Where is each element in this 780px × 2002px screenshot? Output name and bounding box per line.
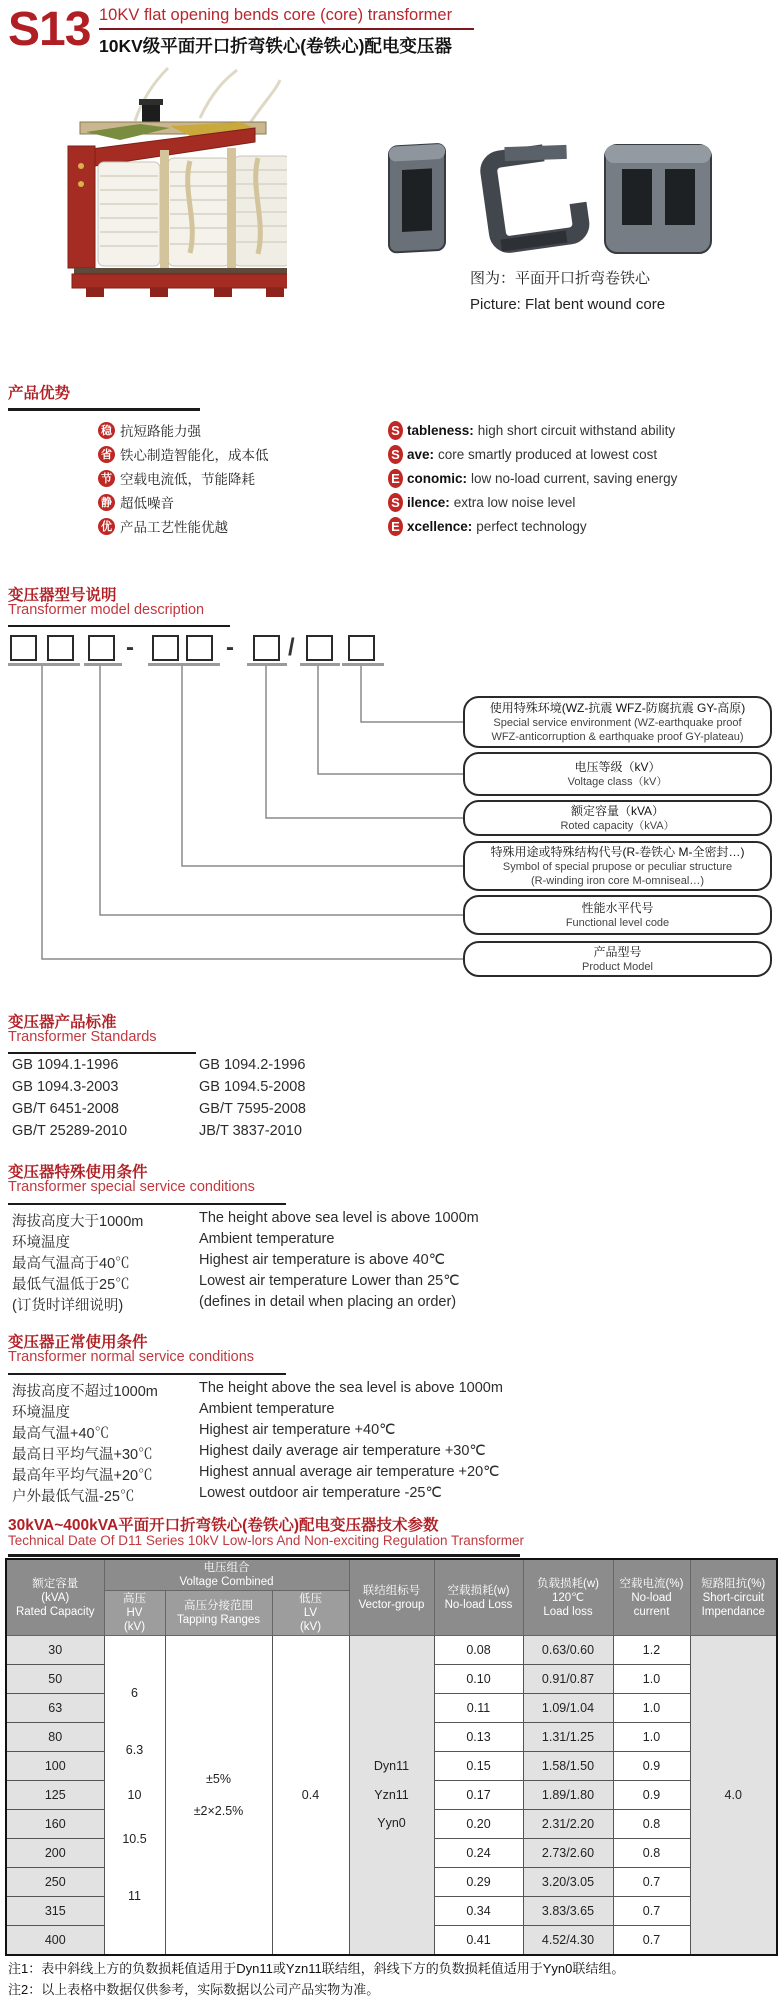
standard-item: GB 1094.2-1996: [199, 1057, 306, 1073]
advantage-en-1: [388, 418, 675, 442]
model-box-1: [10, 635, 37, 661]
col-header-voltage-combined: 电压组合 Voltage Combined: [104, 1559, 349, 1591]
condition-zh: 海拔高度不超过1000m: [12, 1384, 158, 1400]
advantage-badge-icon: 静: [98, 494, 115, 511]
standard-item: GB/T 6451-2008: [12, 1101, 119, 1117]
advantage-term: xcellence:: [407, 518, 473, 534]
cell-no-load-loss: 0.17: [434, 1781, 523, 1810]
cell-load-loss: 0.91/0.87: [523, 1665, 613, 1694]
cell-load-loss: 1.89/1.80: [523, 1781, 613, 1810]
advantage-badge-icon: 省: [98, 446, 115, 463]
standards-heading-en: Transformer Standards: [8, 1029, 157, 1045]
standards-heading-zh: 变压器产品标准: [8, 1014, 117, 1031]
condition-zh: 环境温度: [12, 1405, 70, 1421]
cell-load-loss: 2.31/2.20: [523, 1810, 613, 1839]
cell-no-load-loss: 0.15: [434, 1752, 523, 1781]
advantage-desc: low no-load current, saving energy: [471, 470, 678, 486]
condition-row: [12, 1273, 460, 1294]
model-underbar-1: [8, 663, 80, 666]
special-heading-en: Transformer special service conditions: [8, 1179, 255, 1195]
advantage-term: ave:: [407, 446, 435, 462]
core-closed-ring: [389, 144, 445, 253]
label-line: 额定容量（kVA）: [570, 804, 665, 818]
advantage-en-5: [388, 514, 587, 538]
special-conditions-section: [0, 1160, 780, 1325]
advantages-section: [0, 378, 780, 548]
model-underbar-5: [300, 663, 340, 666]
model-label-product-model: [463, 941, 772, 977]
advantage-letter-icon: S: [388, 421, 403, 440]
normal-heading-zh: 变压器正常使用条件: [8, 1334, 148, 1351]
model-underbar-4: [247, 663, 287, 666]
cell-no-load-current: 1.0: [613, 1665, 690, 1694]
advantage-zh-2: [98, 442, 269, 466]
condition-row: [12, 1294, 456, 1315]
model-box-5: [186, 635, 213, 661]
condition-en: (defines in detail when placing an order): [199, 1294, 457, 1310]
cell-capacity: 30: [6, 1636, 104, 1665]
cell-no-load-loss: 0.10: [434, 1665, 523, 1694]
condition-en: Highest air temperature +40℃: [199, 1422, 396, 1438]
advantages-heading: 产品优势: [8, 385, 71, 402]
condition-row: [12, 1401, 334, 1422]
table-title-zh: 30kVA~400kVA平面开口折弯铁心(卷铁心)配电变压器技术参数: [8, 1517, 439, 1534]
normal-conditions-section: [0, 1330, 780, 1512]
advantage-text: 铁心制造智能化，成本低: [120, 448, 269, 463]
standard-item: GB 1094.5-2008: [199, 1079, 306, 1095]
advantage-letter-icon: E: [388, 517, 403, 536]
hv-value: 6.3: [125, 1743, 144, 1758]
model-slash: /: [288, 634, 295, 661]
model-heading-zh: 变压器型号说明: [8, 587, 117, 604]
cell-no-load-current: 0.7: [613, 1926, 690, 1955]
cell-capacity: 250: [6, 1868, 104, 1897]
advantage-en-2: [388, 442, 657, 466]
model-label-rated-capacity: [463, 800, 772, 836]
label-line: 产品型号: [593, 945, 642, 959]
cell-capacity: 315: [6, 1897, 104, 1926]
advantage-term: conomic:: [407, 470, 468, 486]
advantage-desc: high short circuit withstand ability: [477, 422, 676, 438]
col-header-vector-group: 联结组标号 Vector-group: [349, 1559, 434, 1636]
hv-value: 10.5: [122, 1832, 147, 1847]
model-heading-en: Transformer model description: [8, 602, 205, 618]
condition-zh: 海拔高度大于1000m: [12, 1214, 144, 1230]
cell-no-load-loss: 0.34: [434, 1897, 523, 1926]
table-title-en: Technical Date Of D11 Series 10kV Low-lors And Non-exciting Regulation Transformer: [8, 1533, 524, 1548]
cell-load-loss: 1.58/1.50: [523, 1752, 613, 1781]
standards-row: [12, 1101, 306, 1117]
hv-value: 6: [131, 1686, 138, 1701]
transformer-photo: [50, 66, 287, 305]
advantage-desc: core smartly produced at lowest cost: [438, 446, 658, 462]
impedance-value: 4.0: [724, 1787, 742, 1802]
condition-row: [12, 1464, 499, 1485]
condition-en: Lowest outdoor air temperature -25℃: [199, 1485, 442, 1501]
core-photos: [383, 133, 718, 268]
standard-item: GB 1094.3-2003: [12, 1079, 119, 1095]
cell-no-load-current: 0.7: [613, 1897, 690, 1926]
model-box-3: [88, 635, 115, 661]
advantage-badge-icon: 稳: [98, 422, 115, 439]
standard-item: JB/T 3837-2010: [199, 1123, 302, 1139]
advantage-en-3: [388, 466, 677, 490]
note-1: 注1：表中斜线上方的负数损耗值适用于Dyn11或Yzn11联结组，斜线下方的负数损耗值适用于Yyn0联结组。: [8, 1961, 625, 1976]
advantage-badge-icon: 优: [98, 518, 115, 535]
condition-zh: 最高气温高于40℃: [12, 1256, 130, 1272]
col-header-capacity: 额定容量 (kVA) Rated Capacity: [6, 1559, 104, 1636]
model-label-special-environment: [463, 696, 772, 748]
cell-capacity: 100: [6, 1752, 104, 1781]
condition-en: Highest daily average air temperature +30℃: [199, 1443, 486, 1459]
cell-impedance-merged: [690, 1636, 777, 1955]
advantage-desc: perfect technology: [476, 518, 587, 534]
model-underbar-6: [342, 663, 384, 666]
label-line: WFZ-anticorruption & earthquake proof GY-plateau): [491, 731, 744, 743]
lv-value: 0.4: [301, 1787, 320, 1802]
cell-no-load-loss: 0.11: [434, 1694, 523, 1723]
model-box-8: [348, 635, 375, 661]
col-header-load-loss: 负载损耗(w) 120℃ Load loss: [523, 1559, 613, 1636]
condition-en: Highest annual average air temperature +20℃: [199, 1464, 500, 1480]
model-box-6: [253, 635, 280, 661]
model-dash-1: -: [126, 634, 134, 661]
advantage-letter-icon: S: [388, 493, 403, 512]
vector-group: Dyn11: [373, 1759, 410, 1774]
label-line: Roted capacity（kVA）: [560, 820, 675, 832]
cell-no-load-current: 1.2: [613, 1636, 690, 1665]
cell-load-loss: 1.31/1.25: [523, 1723, 613, 1752]
condition-row: [12, 1422, 395, 1443]
condition-en: The height above the sea level is above 1000m: [199, 1380, 503, 1396]
standard-item: GB 1094.1-1996: [12, 1057, 119, 1073]
model-underbar-2: [84, 663, 122, 666]
cell-capacity: 80: [6, 1723, 104, 1752]
label-line: Voltage class（kV）: [567, 776, 668, 788]
col-header-impedance: 短路阻抗(%) Short-circuit Impendance: [690, 1559, 777, 1636]
standards-row: [12, 1079, 305, 1095]
condition-zh: 最高日平均气温+30℃: [12, 1447, 153, 1463]
special-heading-zh: 变压器特殊使用条件: [8, 1164, 148, 1181]
advantage-term: ilence:: [407, 494, 450, 510]
model-label-special-structure: [463, 841, 772, 891]
cell-vector-merged: [349, 1636, 434, 1955]
label-line: Symbol of special prupose or peculiar structure: [502, 861, 733, 873]
advantage-zh-5: [98, 514, 228, 538]
cell-no-load-current: 0.8: [613, 1839, 690, 1868]
label-line: Functional level code: [565, 917, 670, 929]
advantage-badge-icon: 节: [98, 470, 115, 487]
condition-zh: 环境温度: [12, 1235, 70, 1251]
tapping-value: ±5%: [206, 1771, 231, 1786]
cell-load-loss: 2.73/2.60: [523, 1839, 613, 1868]
cell-load-loss: 4.52/4.30: [523, 1926, 613, 1955]
condition-zh: 最高气温+40℃: [12, 1426, 110, 1442]
normal-rule: [8, 1373, 286, 1375]
caption-english: Picture: Flat bent wound core: [470, 296, 666, 313]
cell-capacity: 200: [6, 1839, 104, 1868]
condition-row: [12, 1252, 445, 1273]
model-box-2: [47, 635, 74, 661]
cell-tapping-merged: [165, 1636, 272, 1955]
model-label-voltage-class: [463, 752, 772, 796]
advantage-zh-3: [98, 466, 255, 490]
header-divider: [99, 28, 474, 30]
cell-no-load-current: 1.0: [613, 1694, 690, 1723]
cell-load-loss: 1.09/1.04: [523, 1694, 613, 1723]
cell-capacity: 50: [6, 1665, 104, 1694]
condition-row: [12, 1210, 479, 1231]
condition-en: Lowest air temperature Lower than 25℃: [199, 1273, 460, 1289]
condition-zh: 最低气温低于25℃: [12, 1277, 130, 1293]
cell-capacity: 400: [6, 1926, 104, 1955]
cell-no-load-loss: 0.41: [434, 1926, 523, 1955]
cell-load-loss: 0.63/0.60: [523, 1636, 613, 1665]
advantage-term: tableness:: [407, 422, 474, 438]
core-opened: [486, 138, 584, 252]
model-box-4: [152, 635, 179, 661]
advantage-text: 产品工艺性能优越: [120, 520, 228, 535]
cell-capacity: 160: [6, 1810, 104, 1839]
condition-en: Ambient temperature: [199, 1231, 335, 1247]
image-caption: [470, 266, 665, 318]
cell-load-loss: 3.20/3.05: [523, 1868, 613, 1897]
condition-en: Ambient temperature: [199, 1401, 335, 1417]
condition-row: [12, 1231, 334, 1252]
label-line: 性能水平代号: [581, 901, 654, 915]
standards-row: [12, 1057, 305, 1073]
core-double-window: [605, 145, 711, 253]
tapping-value: ±2×2.5%: [193, 1803, 244, 1818]
advantage-desc: extra low noise level: [453, 494, 576, 510]
hv-value: 10: [127, 1787, 142, 1802]
cell-capacity: 125: [6, 1781, 104, 1810]
advantage-text: 超低噪音: [120, 496, 174, 511]
model-box-7: [306, 635, 333, 661]
model-dash-2: -: [226, 634, 234, 661]
model-label-functional-level: [463, 895, 772, 935]
col-header-tapping: 高压分接范围 Tapping Ranges: [165, 1591, 272, 1636]
advantage-en-4: [388, 490, 575, 514]
label-line: Special service environment (WZ-earthquake proof: [493, 717, 742, 729]
advantage-letter-icon: S: [388, 445, 403, 464]
label-line: 使用特殊环境(WZ-抗震 WFZ-防腐抗震 GY-高原): [489, 701, 746, 715]
condition-row: [12, 1443, 486, 1464]
cell-capacity: 63: [6, 1694, 104, 1723]
vector-group: Yyn0: [377, 1816, 406, 1831]
condition-en: The height above sea level is above 1000m: [199, 1210, 479, 1226]
advantage-zh-4: [98, 490, 174, 514]
cell-no-load-loss: 0.20: [434, 1810, 523, 1839]
condition-en: Highest air temperature is above 40℃: [199, 1252, 445, 1268]
condition-row: [12, 1485, 442, 1506]
standard-item: GB/T 25289-2010: [12, 1123, 128, 1139]
title-english: 10KV flat opening bends core (core) transformer: [99, 6, 453, 24]
technical-data-table: [5, 1558, 778, 1956]
model-underbar-3: [148, 663, 220, 666]
advantage-text: 抗短路能力强: [120, 424, 201, 439]
cell-no-load-current: 0.9: [613, 1752, 690, 1781]
cell-no-load-loss: 0.24: [434, 1839, 523, 1868]
cell-no-load-current: 0.8: [613, 1810, 690, 1839]
standards-row: [12, 1123, 302, 1139]
cell-no-load-loss: 0.29: [434, 1868, 523, 1897]
cell-load-loss: 3.83/3.65: [523, 1897, 613, 1926]
cell-hv-merged: [104, 1636, 165, 1955]
cell-no-load-current: 1.0: [613, 1723, 690, 1752]
label-line: (R-winding iron core M-omniseal…): [531, 875, 704, 887]
cell-no-load-current: 0.7: [613, 1868, 690, 1897]
table-row: [6, 1636, 777, 1665]
label-line: 电压等级（kV）: [574, 760, 661, 774]
cell-no-load-current: 0.9: [613, 1781, 690, 1810]
table-title-rule: [8, 1554, 520, 1557]
standards-section: [0, 1010, 780, 1145]
advantage-text: 空载电流低，节能降耗: [120, 472, 255, 487]
model-rule: [8, 625, 230, 627]
advantage-letter-icon: E: [388, 469, 403, 488]
vector-group: Yzn11: [374, 1787, 409, 1802]
model-description-section: [0, 583, 780, 983]
standard-item: GB/T 7595-2008: [199, 1101, 306, 1117]
col-header-no-load-loss: 空载损耗(w) No-load Loss: [434, 1559, 523, 1636]
transformer-illustration: [50, 66, 287, 300]
page-header: [0, 0, 780, 60]
normal-heading-en: Transformer normal service conditions: [8, 1349, 255, 1365]
core-illustrations: [383, 133, 718, 263]
label-line: Product Model: [582, 961, 653, 973]
cell-no-load-loss: 0.08: [434, 1636, 523, 1665]
condition-zh: 最高年平均气温+20℃: [12, 1468, 153, 1484]
advantage-zh-1: [98, 418, 201, 442]
hv-value: 11: [128, 1889, 141, 1904]
condition-zh: 户外最低气温-25℃: [12, 1489, 135, 1505]
label-line: 特殊用途或特殊结构代号(R-卷铁心 M-全密封…): [490, 845, 745, 859]
advantages-rule: [8, 408, 200, 411]
note-2: 注2：以上表格中数据仅供参考，实际数据以公司产品实物为准。: [8, 1982, 380, 1997]
model-code: S13: [8, 3, 91, 56]
cell-no-load-loss: 0.13: [434, 1723, 523, 1752]
col-header-hv: 高压 HV (kV): [104, 1591, 165, 1636]
cell-lv-merged: [272, 1636, 349, 1955]
col-header-lv: 低压 LV (kV): [272, 1591, 349, 1636]
standards-rule: [8, 1052, 196, 1054]
title-chinese: 10KV级平面开口折弯铁心(卷铁心)配电变压器: [99, 36, 452, 56]
col-header-no-load-current: 空载电流(%) No-load current: [613, 1559, 690, 1636]
technical-data-section: [0, 1513, 780, 1953]
caption-chinese: 图为：平面开口折弯卷铁心: [470, 270, 651, 287]
condition-row: [12, 1380, 503, 1401]
special-rule: [8, 1203, 286, 1205]
condition-zh: (订货时详细说明): [12, 1298, 124, 1314]
